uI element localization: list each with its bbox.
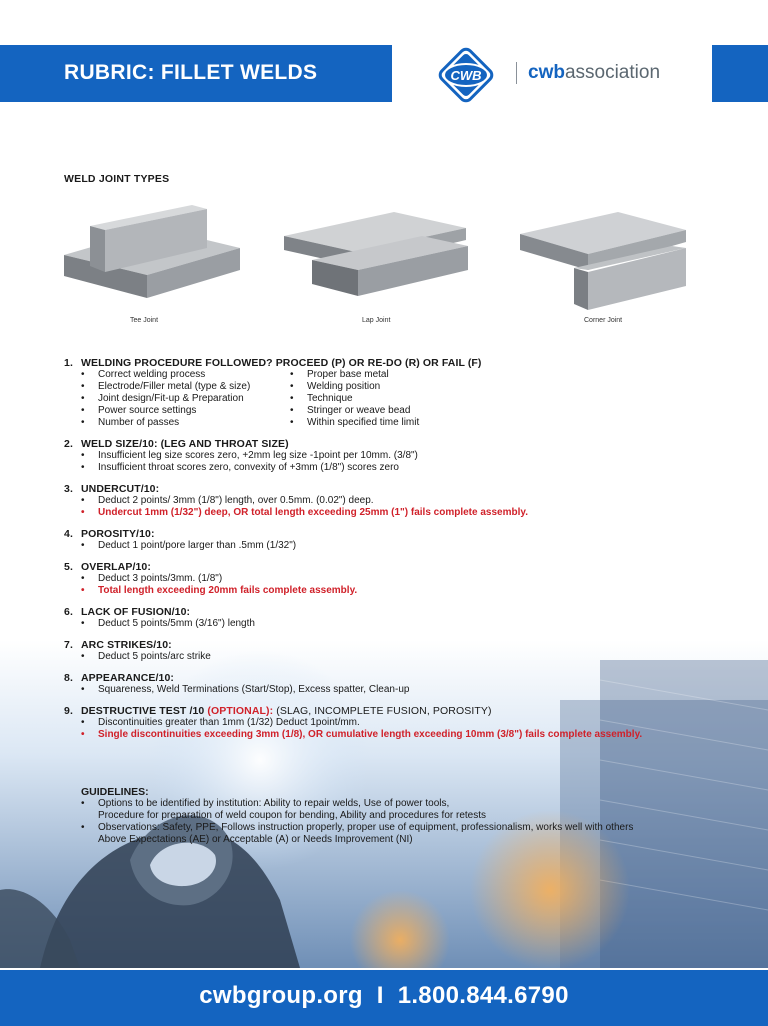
item-heading: POROSITY/10:: [81, 528, 155, 540]
list-item: • Number of passes: [64, 417, 273, 429]
rubric-item-destructive-test: [64, 705, 744, 741]
item-heading: APPEARANCE/10:: [81, 672, 175, 684]
rubric-list: [64, 357, 744, 750]
logo-separator: [516, 62, 517, 84]
rubric-item-weld-size: [64, 438, 744, 474]
fail-criterion: • Undercut 1mm (1/32") deep, OR total length exceeding 25mm (1") fails complete assembly.: [64, 507, 744, 519]
item-number: 3.: [64, 483, 73, 495]
rubric-item-arc-strikes: [64, 639, 744, 663]
list-item: • Stringer or weave bead: [273, 405, 482, 417]
list-item: • Joint design/Fit-up & Preparation: [64, 393, 273, 405]
rubric-item-lack-of-fusion: [64, 606, 744, 630]
corner-joint-caption: Corner Joint: [584, 317, 623, 324]
list-item: • Options to be identified by institution: Ability to repair welds, Use of power tools, Procedure for preparation of weld coupon for bending, Ability and procedures for retests: [81, 798, 721, 822]
bullet-list-right: [273, 369, 482, 429]
list-item: • Deduct 5 points/arc strike: [64, 651, 744, 663]
item-number: 7.: [64, 639, 73, 651]
item-heading: DESTRUCTIVE TEST /10: [81, 705, 205, 717]
lap-joint-illustration: [282, 200, 472, 305]
guidelines-heading: GUIDELINES:: [81, 786, 149, 798]
list-item: • Electrode/Filler metal (type & size): [64, 381, 273, 393]
list-item: • Deduct 3 points/3mm. (1/8"): [64, 573, 744, 585]
item-heading: WELDING PROCEDURE FOLLOWED? PROCEED (P) OR RE-DO (R) OR FAIL (F): [81, 357, 482, 369]
list-item: • Technique: [273, 393, 482, 405]
list-item: • Discontinuities greater than 1mm (1/32) Deduct 1point/mm.: [64, 717, 744, 729]
footer-bar: [0, 968, 768, 1026]
list-item: • Deduct 1 point/pore larger than .5mm (1/32"): [64, 540, 744, 552]
item-number: 2.: [64, 438, 73, 450]
corner-joint-illustration: [518, 200, 690, 317]
list-item: • Welding position: [273, 381, 482, 393]
item-number: 1.: [64, 357, 73, 369]
lap-joint-caption: Lap Joint: [362, 317, 391, 324]
logo-wordmark: [528, 62, 660, 84]
optional-label: (OPTIONAL):: [207, 705, 274, 717]
tee-joint-caption: Tee Joint: [130, 317, 159, 324]
tee-joint-illustration: [62, 200, 242, 315]
fail-criterion: • Single discontinuities exceeding 3mm (1/8), OR cumulative length exceeding 10mm (3/8") fails complete assembly.: [64, 729, 744, 741]
item-number: 4.: [64, 528, 73, 540]
guidelines-section: [81, 786, 721, 846]
header-accent-block: [712, 45, 768, 102]
item-heading: WELD SIZE/10: (LEG AND THROAT SIZE): [81, 438, 289, 450]
item-number: 9.: [64, 705, 73, 717]
list-item: • Deduct 2 points/ 3mm (1/8") length, over 0.5mm. (0.02") deep.: [64, 495, 744, 507]
item-heading: ARC STRIKES/10:: [81, 639, 172, 651]
rubric-item-procedure: [64, 357, 744, 429]
rubric-item-porosity: [64, 528, 744, 552]
list-item: • Within specified time limit: [273, 417, 482, 429]
list-item: • Insufficient leg size scores zero, +2mm leg size -1point per 10mm. (3/8"): [64, 450, 744, 462]
rubric-item-appearance: [64, 672, 744, 696]
logo-brand-rest: association: [564, 62, 661, 83]
logo-badge-text: CWB: [450, 68, 482, 83]
header-title-bar: [0, 45, 392, 102]
item-number: 8.: [64, 672, 73, 684]
list-item: • Power source settings: [64, 405, 273, 417]
rubric-item-overlap: [64, 561, 744, 597]
section-title: WELD JOINT TYPES: [64, 173, 170, 185]
item-number: 6.: [64, 606, 73, 618]
list-item: • Proper base metal: [273, 369, 482, 381]
item-heading: UNDERCUT/10:: [81, 483, 160, 495]
list-item: • Squareness, Weld Terminations (Start/Stop), Excess spatter, Clean-up: [64, 684, 744, 696]
rubric-item-undercut: [64, 483, 744, 519]
item-number: 5.: [64, 561, 73, 573]
list-item: • Deduct 5 points/5mm (3/16") length: [64, 618, 744, 630]
cwb-logo: [434, 43, 498, 107]
footer-contact: cwbgroup.org I 1.800.844.6790: [199, 982, 569, 1009]
item-heading: LACK OF FUSION/10:: [81, 606, 191, 618]
fail-criterion: • Total length exceeding 20mm fails complete assembly.: [64, 585, 744, 597]
page-title: RUBRIC: FILLET WELDS: [64, 61, 318, 84]
item-heading: OVERLAP/10:: [81, 561, 151, 573]
list-item: • Correct welding process: [64, 369, 273, 381]
list-item: • Insufficient throat scores zero, convexity of +3mm (1/8") scores zero: [64, 462, 744, 474]
list-item: • Observations: Safety, PPE, Follows instruction properly, proper use of equipment, professionalism, works well with others Above Expectations (AE) or Acceptable (A) or Needs Improvement (NI): [81, 822, 721, 846]
item-heading-extra: (SLAG, INCOMPLETE FUSION, POROSITY): [276, 705, 492, 717]
bullet-list-left: [64, 369, 273, 429]
logo-brand-bold: cwb: [528, 62, 565, 83]
